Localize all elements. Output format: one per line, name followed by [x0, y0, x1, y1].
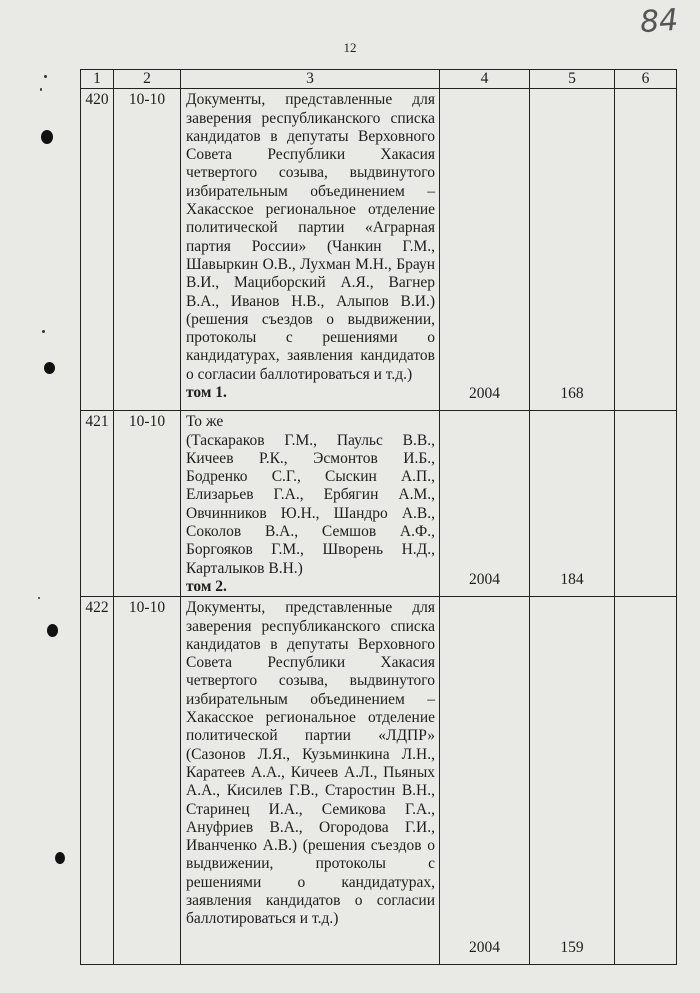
item-number: 422	[81, 597, 114, 965]
item-sheets-cell	[530, 89, 615, 411]
item-description: То же (Таскараков Г.М., Паульс В.В., Кичеев Р.К., Эсмонтов И.Б., Бодренко С.Г., Сыскин А.П., Елизарьев Г.А., Ербягин А.М., Овчинников Ю.Н., Шандро А.В., Соколов В.А., Семшов А.Ф., Боргояков Г.М., Шворень Н.Д., Карталыков В.Н.)	[186, 413, 435, 577]
column-header: 3	[181, 70, 440, 89]
item-volume: том 1.	[186, 384, 227, 402]
item-description: Документы, представленные для заверения республиканского списка кандидатов в депутаты Верховного Совета Республики Хакасия четвертого созыва, выдвинутого избирательным объединением – Хакасское региональное отделение политической партии «Аграрная партия России» (Чанкин Г.М., Шавыркин О.В., Лухман М.Н., Браун В.И., Мациборский А.Я., Вагнер В.А., Иванов Н.В., Алыпов В.И.) (решения съездов о выдвижении, протоколы с решениями о кандидатурах, заявления кандидатов о согласии баллотироваться и т.д.)	[186, 91, 435, 383]
paper-speck	[40, 88, 42, 91]
column-header: 1	[81, 70, 114, 89]
inventory-table	[80, 69, 677, 965]
item-year-cell	[440, 597, 530, 965]
binder-hole	[55, 852, 65, 864]
binder-hole	[41, 130, 53, 144]
item-description-cell	[181, 597, 440, 965]
item-year: 2004	[469, 938, 500, 956]
paper-speck	[44, 75, 47, 78]
item-note	[615, 411, 677, 597]
binder-hole	[44, 362, 55, 374]
item-sheets-cell	[530, 597, 615, 965]
item-index: 10-10	[114, 597, 181, 965]
column-header: 5	[530, 70, 615, 89]
item-description-cell	[181, 411, 440, 597]
table-header-row	[81, 70, 677, 89]
item-description-cell	[181, 89, 440, 411]
handwritten-archive-number: 84	[638, 2, 680, 41]
table-row	[81, 89, 677, 411]
item-sheets: 159	[560, 938, 584, 956]
page-number: 12	[343, 40, 357, 55]
item-year-cell	[440, 411, 530, 597]
item-sheets-cell	[530, 411, 615, 597]
item-index: 10-10	[114, 411, 181, 597]
item-number: 421	[81, 411, 114, 597]
item-year: 2004	[469, 570, 500, 588]
item-year-cell	[440, 89, 530, 411]
table-row	[81, 411, 677, 597]
paper-speck	[38, 597, 40, 599]
item-index: 10-10	[114, 89, 181, 411]
binder-hole	[47, 624, 58, 637]
item-number: 420	[81, 89, 114, 411]
item-sheets: 184	[560, 570, 584, 588]
column-header: 4	[440, 70, 530, 89]
paper-speck	[42, 330, 45, 333]
item-note	[615, 89, 677, 411]
item-note	[615, 597, 677, 965]
item-sheets: 168	[560, 385, 584, 402]
column-header: 2	[114, 70, 181, 89]
column-header: 6	[615, 70, 677, 89]
table-row	[81, 597, 677, 965]
item-volume: том 2.	[186, 577, 227, 595]
item-year: 2004	[469, 385, 500, 402]
item-description: Документы, представленные для заверения республиканского списка кандидатов в депутаты Верховного Совета Республики Хакасия четвертого созыва, выдвинутого избирательным объединением – Хакасское региональное отделение политической партии «ЛДПР» (Сазонов Л.Я., Кузьминкина Л.Н., Каратеев А.А., Кичеев А.Л., Пьяных А.А., Кисилев Г.В., Старостин В.Н., Старинец И.А., Семикова Г.А., Ануфриев В.А., Огородова Г.И., Иванченко А.В.) (решения съездов о выдвижении, протоколы с решениями о кандидатурах, заявления кандидатов о согласии баллотироваться и т.д.)	[186, 599, 435, 928]
